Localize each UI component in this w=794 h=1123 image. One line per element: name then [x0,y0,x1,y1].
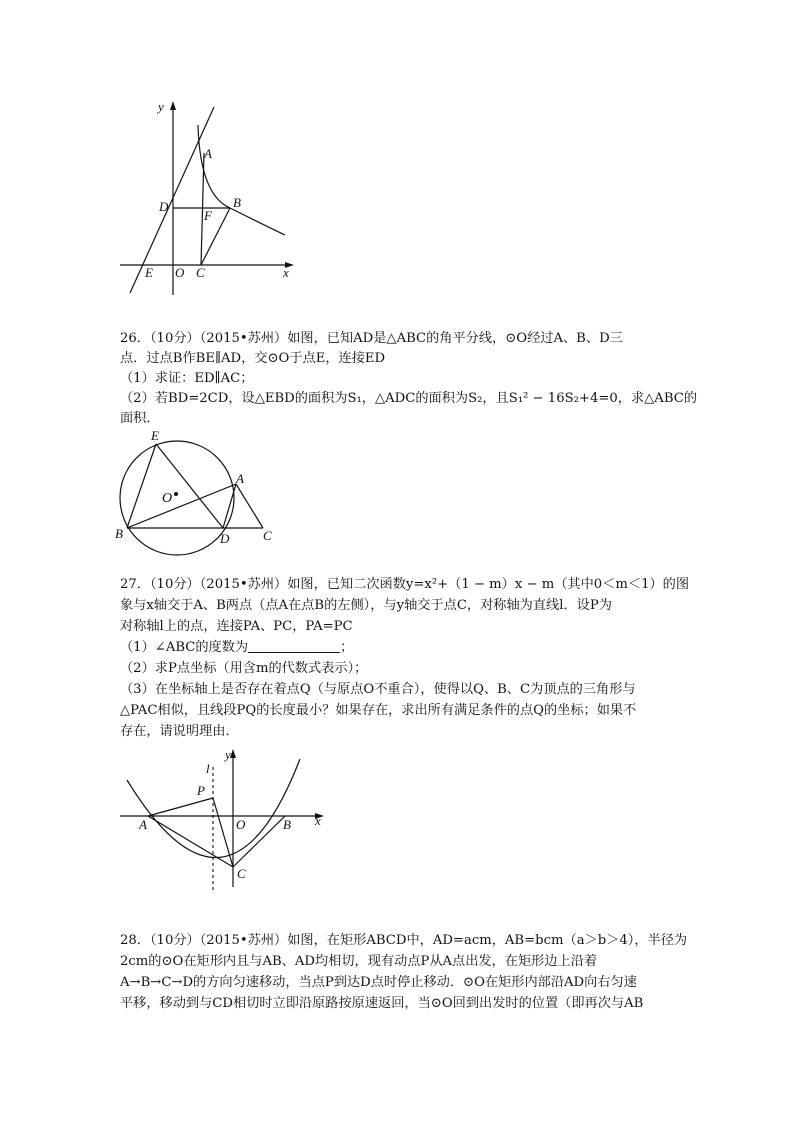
label-B: B [283,817,291,832]
q26-line-1: 26．（10分）（2015•苏州）如图，已知AD是△ABC的角平分线，⊙O经过A、B、D三 [120,331,623,346]
label-P: P [197,783,205,798]
label-x: x [315,813,321,828]
label-E: E [145,265,153,280]
q28-line-3: A→B→C→D的方向匀速移动，当点P到达D点时停止移动．⊙O在矩形内部沿AD向右匀速 [120,975,637,990]
figure-circle [112,425,287,550]
label-C: C [237,866,246,881]
label-D: D [159,199,169,214]
label-O: O [236,817,246,832]
label-D: D [220,531,230,546]
q27-line-1: 27．（10分）（2015•苏州）如图，已知二次函数y=x²+（1 − m）x − m（其中0＜m＜1）的图 [120,577,690,592]
q27-sub-3-line-2: △PAC相似，且线段PQ的长度最小？如果存在，求出所有满足条件的点Q的坐标；如果不 [120,703,637,718]
q26-line-3: （1）求证：ED∥AC； [120,371,254,386]
label-A: A [236,471,244,486]
q26-line-4: （2）若BD=2CD，设△EBD的面积为S₁，△ADC的面积为S₂，且S₁² − 16S₂+4=0，求△ABC的 [120,391,698,406]
label-F: F [204,208,212,223]
label-O: O [175,265,185,280]
q27-line-2: 象与x轴交于A、B两点（点A在点B的左侧），与y轴交于点C，对称轴为直线l．设P为 [120,598,612,613]
q27-sub1-suffix: ； [340,640,354,655]
q27-sub1-prefix: （1）∠ABC的度数为 [120,640,249,655]
q28-line-1: 28．（10分）（2015•苏州）如图，在矩形ABCD中，AD=acm，AB=bcm（a＞b＞4），半径为 [120,933,688,948]
q26-line-5: 面积． [120,411,160,426]
q28-line-4: 平移，移动到与CD相切时立即沿原路按原速返回，当⊙O回到出发时的位置（即再次与AB [120,996,644,1011]
figure-hyperbola [110,95,310,300]
q27-sub-3-line-3: 存在，请说明理由． [120,724,239,739]
label-B: B [115,526,123,541]
label-C: C [196,265,205,280]
label-A: A [139,817,147,832]
label-x: x [283,265,289,280]
q28-line-2: 2cm的⊙O在矩形内且与AB、AD均相切，现有动点P从A点出发，在矩形边上沿着 [120,954,598,969]
label-E: E [151,428,159,443]
label-B: B [233,195,241,210]
label-y: y [225,747,231,762]
figure-parabola [115,745,330,895]
q27-sub-2: （2）求P点坐标（用含m的代数式表示）； [120,661,368,676]
answer-blank[interactable] [248,639,340,653]
label-y: y [158,99,164,114]
q27-sub-3-line-1: （3）在坐标轴上是否存在着点Q（与原点O不重合），使得以Q、B、C为顶点的三角形与 [120,682,636,697]
label-O: O [162,491,173,506]
label-C: C [263,528,272,543]
q27-line-3: 对称轴l上的点，连接PA、PC，PA=PC [120,619,353,634]
label-A: A [204,146,212,161]
q27-sub-1 [120,638,680,658]
q26-line-2: 点．过点B作BE∥AD，交⊙O于点E，连接ED [120,351,386,366]
label-l: l [206,761,210,776]
